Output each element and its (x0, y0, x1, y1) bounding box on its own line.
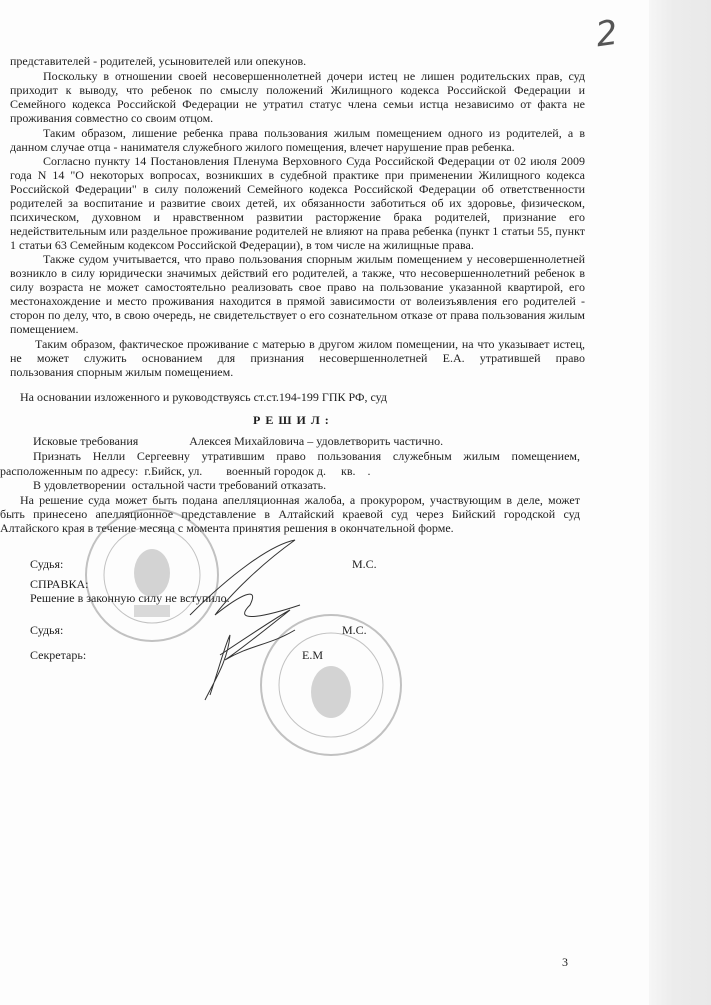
judge-signature (170, 535, 310, 705)
secretary-initials: Е.М (302, 648, 323, 662)
text-line: психическом, духовном и нравственном развитии расторжение брака родителей, признание его (10, 210, 585, 224)
text-line: пользования спорным жилым помещением. (10, 365, 234, 379)
text-line: представителей - родителей, усыновителей или опекунов. (10, 54, 307, 68)
handwritten-page-mark: 2 (593, 12, 621, 56)
text-line: данном случае отца - нанимателя служебного жилого помещения, влечет нарушение прав ребенка. (10, 140, 515, 154)
judge-label: Судья: (30, 557, 64, 571)
page-number: 3 (562, 955, 568, 969)
text-line: Признать Нелли Сергеевну утратившим право пользования служебным жилым помещением, (33, 449, 580, 463)
text-line: быть принесено апелляционное представление в Алтайский краевой суд через Бийский городской суд (0, 507, 580, 521)
judge-initials: М.С. (352, 557, 377, 571)
text-line: Российской Федерации" в силу положений Семейного кодекса Российской Федерации об ответственности (10, 182, 585, 196)
text-line: родителей за воспитание и развитие своих детей, их обязанности заботиться об их здоровье, физическом, (10, 196, 585, 210)
text-line: Также судом учитывается, что право пользования спорным жилым помещением у несовершеннолетней (43, 252, 585, 266)
text-line: Согласно пункту 14 Постановления Пленума Верховного Суда Российской Федерации от 02 июля 2009 (43, 154, 585, 168)
text-line: силу возраста не может самостоятельно реализовать свое право на пользование указанной квартирой, его (10, 280, 585, 294)
decision-heading: Р Е Ш И Л : (253, 413, 330, 427)
text-line: На основании изложенного и руководствуясь ст.ст.194-199 ГПК РФ, суд (20, 390, 387, 404)
text-line: года N 14 "О некоторых вопросах, возникших в судебной практике при применении Жилищного кодекса (10, 168, 585, 182)
judge2-label: Судья: (30, 623, 64, 637)
text-line: Таким образом, лишение ребенка права пользования жилым помещением одного из родителей, а в (43, 126, 585, 140)
text-line: 1 статьи 63 Семейным кодексом Российской Федерации), в том числе на жилищные права. (10, 238, 474, 252)
text-line: проживания совместно со своим отцом. (10, 111, 214, 125)
text-line: Алтайского края в течение месяца с момента принятия решения в окончательной форме. (0, 521, 454, 535)
text-line: приходит к выводу, что ребенок по смыслу положений Жилищного кодекса Российской Федерации и (10, 83, 585, 97)
text-line: не может служить основанием для признания несовершеннолетней Е.А. утратившей право (10, 351, 585, 365)
text-line: возникло в силу юридически значимых действий его родителей, а также, что несовершеннолетний ребенок в (10, 266, 585, 280)
text-line: помещением. (10, 322, 79, 336)
scanner-edge (649, 0, 711, 1005)
judge2-initials: М.С. (342, 623, 367, 637)
secretary-label: Секретарь: (30, 648, 87, 662)
text-line: сторон по делу, что, в свою очередь, не свидетельствует о его сознательном отказе от права пользования жилым (10, 308, 585, 322)
text-line: Семейного кодекса Российской Федерации не утратил статус члена семьи истца независимо от факта не (10, 97, 585, 111)
text-line: недействительным или раздельное проживание родителей не влияют на права ребенка (пункт 1 статьи 55, пункт (10, 224, 585, 238)
text-line: Поскольку в отношении своей несовершеннолетней дочери истец не лишен родительских прав, суд (43, 69, 585, 83)
text-line: В удовлетворении остальной части требований отказать. (33, 478, 327, 492)
certificate-text: Решение в законную силу не вступило. (30, 591, 230, 605)
text-line: местонахождение и место проживания находится в прямой зависимости от волеизъявления его родителей - (10, 294, 585, 308)
text-line: На решение суда может быть подана апелляционная жалоба, а прокурором, участвующим в деле, может (20, 493, 580, 507)
text-line: расположенным по адресу: г.Бийск, ул. военный городок д. кв. . (0, 464, 371, 478)
text-line: Исковые требования Алексея Михайловича – удовлетворить частично. (33, 434, 444, 448)
text-line: Таким образом, фактическое проживание с матерью в другом жилом помещении, на что указывает истец, (35, 337, 585, 351)
certificate-title: СПРАВКА: (30, 577, 89, 591)
